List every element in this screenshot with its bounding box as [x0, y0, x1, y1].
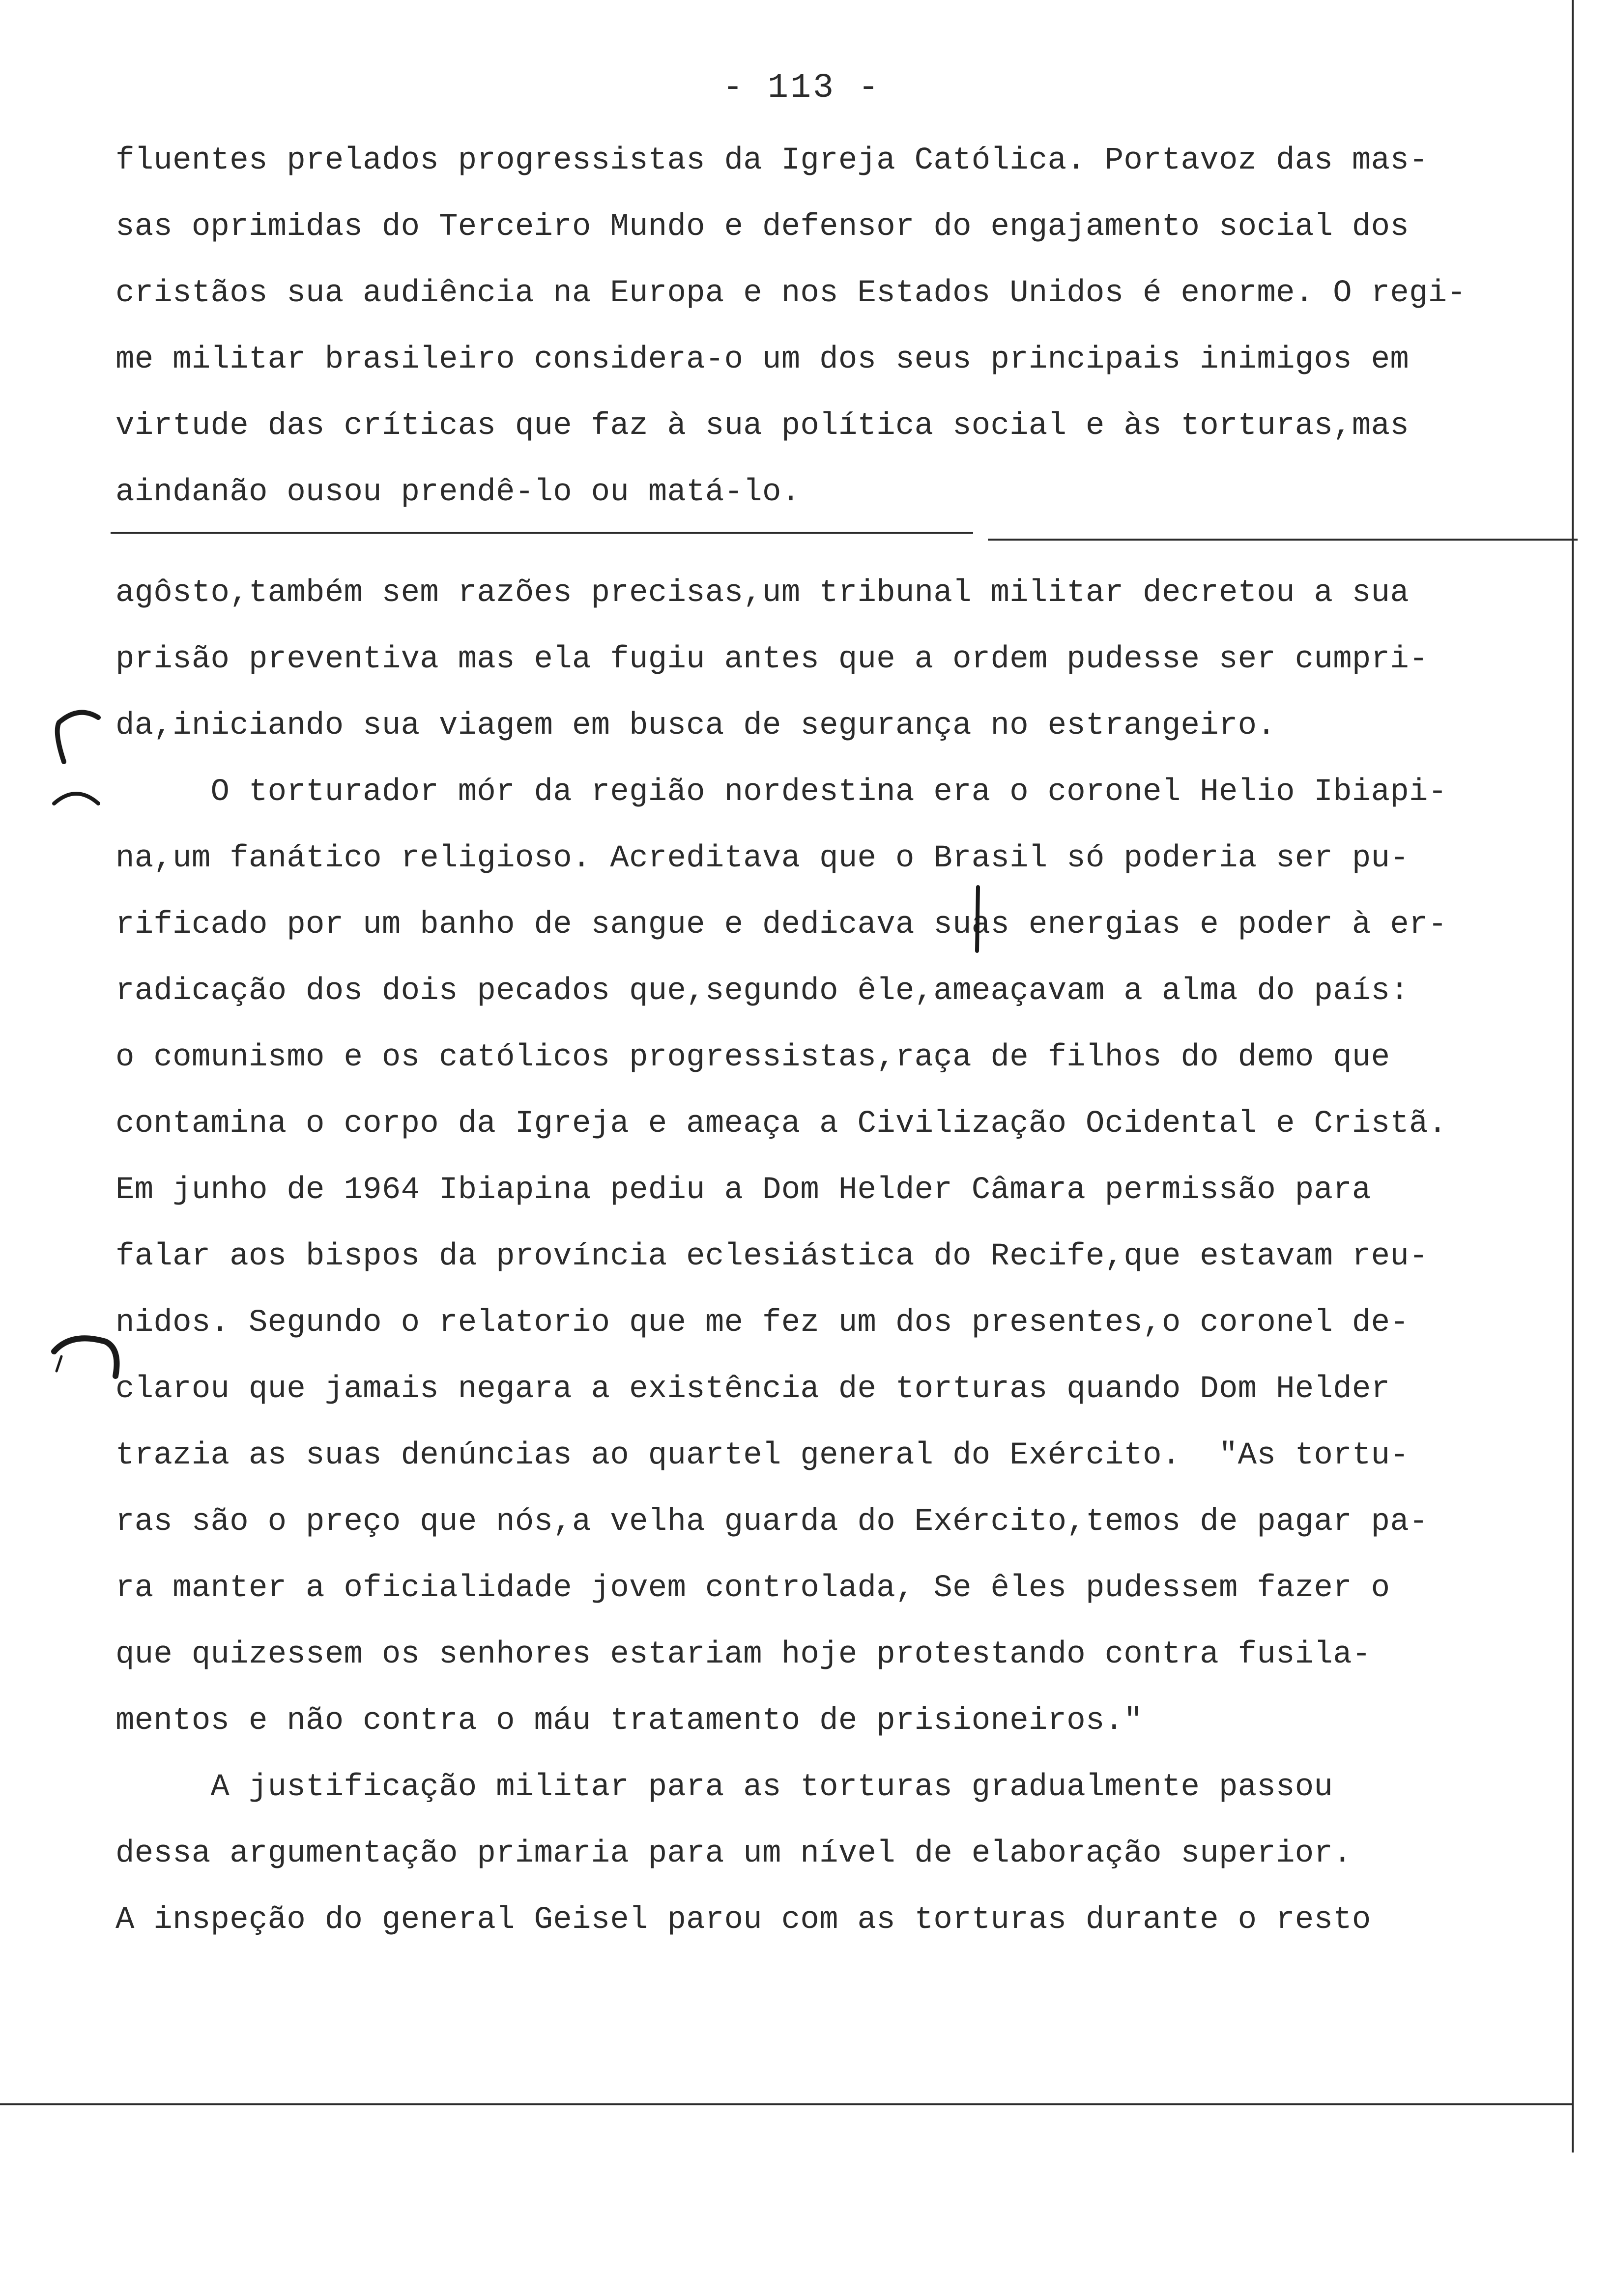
main-text — [115, 560, 1447, 1953]
text-line: sas oprimidas do Terceiro Mundo e defensor do engajamento social dos — [115, 209, 1410, 245]
text-line: nidos. Segundo o relatorio que me fez um dos presentes,o coronel de- — [115, 1305, 1410, 1341]
text-line: da,iniciando sua viagem em busca de segurança no estrangeiro. — [115, 708, 1276, 744]
text-line: me militar brasileiro considera-o um dos seus principais inimigos em — [115, 342, 1410, 377]
handwritten-bracket-mark — [44, 703, 108, 781]
text-line: dessa argumentação primaria para um nível de elaboração superior. — [115, 1836, 1352, 1871]
text-line: prisão preventiva mas ela fugiu antes que a ordem pudesse ser cumpri- — [115, 642, 1428, 677]
handwritten-arc-mark — [49, 776, 108, 821]
handwritten-tick-mark — [971, 885, 985, 953]
text-line: o comunismo e os católicos progressistas,raça de filhos do demo que — [115, 1040, 1390, 1075]
top-paragraph — [115, 128, 1466, 526]
text-line: que quizessem os senhores estariam hoje protestando contra fusila- — [115, 1637, 1371, 1672]
text-line: A inspeção do general Geisel parou com as torturas durante o resto — [115, 1902, 1371, 1938]
text-line: cristãos sua audiência na Europa e nos Estados Unidos é enorme. O regi- — [115, 276, 1467, 311]
text-line: aindanão ousou prendê-lo ou matá-lo. — [115, 475, 801, 510]
text-line: fluentes prelados progressistas da Igreja Católica. Portavoz das mas- — [115, 143, 1428, 178]
text-line: O torturador mór da região nordestina era o coronel Helio Ibiapi- — [115, 775, 1447, 810]
text-line: na,um fanático religioso. Acreditava que o Brasil só poderia ser pu- — [115, 841, 1410, 876]
margin-rule — [1572, 0, 1574, 2152]
text-line: virtude das críticas que faz à sua política social e às torturas,mas — [115, 408, 1410, 444]
text-line: rificado por um banho de sangue e dedicava suas energias e poder à er- — [115, 907, 1447, 943]
text-line: clarou que jamais negara a existência de torturas quando Dom Helder — [115, 1372, 1390, 1407]
page-number: - 113 - — [722, 69, 881, 108]
text-line: mentos e não contra o máu tratamento de prisioneiros." — [115, 1703, 1143, 1739]
text-line: falar aos bispos da província eclesiástica do Recife,que estavam reu- — [115, 1239, 1428, 1274]
divider-rule — [988, 539, 1578, 541]
divider-rule — [111, 532, 973, 534]
text-line: ra manter a oficialidade jovem controlada, Se êles pudessem fazer o — [115, 1571, 1390, 1606]
text-line: trazia as suas denúncias ao quartel general do Exército. "As tortu- — [115, 1438, 1410, 1473]
bottom-rule — [0, 2103, 1573, 2105]
handwritten-hook-mark — [47, 1322, 130, 1386]
text-line: ras são o preço que nós,a velha guarda do Exército,temos de pagar pa- — [115, 1504, 1428, 1540]
text-line: Em junho de 1964 Ibiapina pediu a Dom Helder Câmara permissão para — [115, 1173, 1371, 1208]
text-line: contamina o corpo da Igreja e ameaça a Civilização Ocidental e Cristã. — [115, 1106, 1447, 1142]
text-line: radicação dos dois pecados que,segundo êle,ameaçavam a alma do país: — [115, 974, 1410, 1009]
text-line: agôsto,também sem razões precisas,um tribunal militar decretou a sua — [115, 575, 1410, 611]
text-line: A justificação militar para as torturas gradualmente passou — [115, 1770, 1333, 1805]
